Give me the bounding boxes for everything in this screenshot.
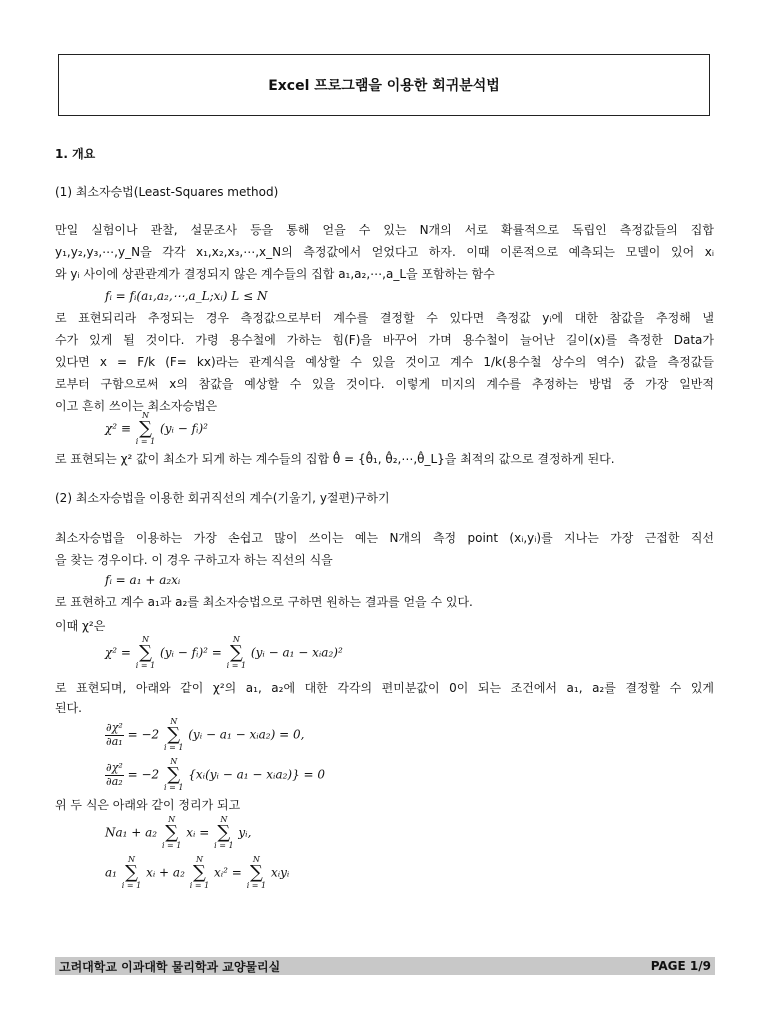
summation-sign: ∑: [139, 642, 152, 663]
summation-upper-limit: N: [195, 855, 203, 864]
paragraph-line: 로부터 구함으로써 x의 참값을 예상할 수 있을 것이다. 이렇게 미지의 계수를 추정하는 방법 중 가장 일반적: [55, 377, 714, 391]
equation-chi-square-line: [105, 636, 343, 670]
summation-upper-limit: N: [128, 855, 136, 864]
equation-tail: (yᵢ − a₁ − xᵢa₂) = 0,: [188, 727, 305, 742]
summation-upper-limit: N: [168, 815, 176, 824]
paragraph-line: 로 표현되리라 추정되는 경우 측정값으로부터 계수를 결정할 수 있다면 측정값 yᵢ에 대한 참값을 추정해 낼: [55, 311, 714, 325]
summation-sign: ∑: [167, 724, 181, 745]
summation-symbol: [190, 856, 209, 890]
summation-sign: ∑: [139, 418, 152, 439]
paragraph-line: 이고 흔히 쓰이는 최소자승법은: [55, 399, 218, 413]
equation-tail: {xᵢ(yᵢ − a₁ − xᵢa₂)} = 0: [188, 767, 326, 782]
equation-term: xᵢ² =: [214, 865, 242, 880]
footer-department: 고려대학교 이과대학 물리학과 교양물리실: [59, 959, 281, 974]
equation-lhs: χ² ≡: [105, 421, 131, 436]
summation-symbol: [162, 816, 181, 850]
paragraph-line: 와 yᵢ 사이에 상관관계가 결정되지 않은 계수들의 집합 a₁,a₂,⋯,a_L을 포함하는 함수: [55, 267, 495, 281]
subsection-heading-2: (2) 최소자승법을 이용한 회귀직선의 계수(기울기, y절편)구하기: [55, 491, 390, 505]
paragraph-line: 된다.: [55, 701, 82, 715]
summation-sign: ∑: [125, 862, 138, 883]
equation-partial-derivative-a2: [105, 758, 325, 792]
page-footer: [55, 957, 715, 975]
fraction-denominator: ∂a₁: [106, 734, 123, 748]
summation-lower-limit: i = 1: [163, 783, 184, 792]
document-title-box: [58, 54, 710, 116]
fraction-denominator: ∂a₂: [106, 774, 123, 788]
paragraph-line: 위 두 식은 아래와 같이 정리가 되고: [55, 798, 241, 812]
equation-term: xᵢ =: [186, 825, 210, 840]
summation-lower-limit: i = 1: [135, 661, 156, 670]
equation-model-function: fᵢ = fᵢ(a₁,a₂,⋯,a_L;xᵢ) L ≤ N: [105, 289, 268, 303]
summation-upper-limit: N: [170, 757, 178, 766]
equation-term: xᵢ + a₂: [146, 865, 185, 880]
summation-sign: ∑: [229, 642, 243, 663]
summation-lower-limit: i = 1: [163, 743, 184, 752]
summation-upper-limit: N: [170, 717, 178, 726]
paragraph-line: y₁,y₂,y₃,⋯,y_N을 각각 x₁,x₂,x₃,⋯,x_N의 측정값에서 얻었다고 하자. 이때 이론적으로 예측되는 모델이 있어 xᵢ: [55, 245, 714, 259]
summation-sign: ∑: [165, 822, 179, 843]
summation-lower-limit: i = 1: [226, 661, 247, 670]
summation-lower-limit: i = 1: [121, 881, 142, 890]
paragraph-line: 있다면 x = F/k (F= kx)라는 관계식을 예상할 수 있을 것이고 계수 1/k(용수철 상수의 역수) 값을 측정값들: [55, 355, 714, 369]
summation-lower-limit: i = 1: [246, 881, 267, 890]
equation-term: yᵢ,: [238, 825, 252, 840]
summation-upper-limit: N: [220, 815, 228, 824]
equation-chi-square-definition: [105, 412, 208, 446]
subsection-heading-1: (1) 최소자승법(Least-Squares method): [55, 185, 279, 199]
summation-symbol: [122, 856, 141, 890]
summation-sign: ∑: [193, 862, 206, 883]
summation-symbol: [247, 856, 266, 890]
equation-coefficient: = −2: [127, 767, 160, 782]
summation-symbol: [164, 758, 183, 792]
summation-lower-limit: i = 1: [189, 881, 210, 890]
footer-page-number: PAGE 1/9: [650, 959, 711, 973]
fraction-numerator: ∂χ²: [106, 761, 123, 775]
summation-upper-limit: N: [142, 411, 149, 420]
summation-lower-limit: i = 1: [214, 841, 234, 850]
summation-upper-limit: N: [232, 635, 240, 644]
summation-sign: ∑: [217, 822, 231, 843]
paragraph-line: 수가 있게 될 것이다. 가령 용수철에 가하는 힘(F)을 바꾸어 가며 용수철이 늘어난 길이(x)를 측정한 Data가: [55, 333, 714, 347]
equation-normal-2: [105, 856, 289, 890]
summation-symbol: [164, 718, 183, 752]
equation-middle: (yᵢ − fᵢ)² =: [160, 645, 222, 660]
equation-term: Na₁ + a₂: [105, 825, 158, 840]
fraction-numerator: ∂χ²: [106, 721, 123, 735]
summation-sign: ∑: [167, 764, 181, 785]
summation-symbol: [136, 636, 155, 670]
summation-symbol: [136, 412, 155, 446]
paragraph-line: 로 표현하고 계수 a₁과 a₂를 최소자승법으로 구하면 원하는 결과를 얻을 수 있다.: [55, 595, 473, 609]
summation-symbol: [214, 816, 233, 850]
paragraph-line: 을 찾는 경우이다. 이 경우 구하고자 하는 직선의 식을: [55, 553, 333, 567]
section-heading: 1. 개요: [55, 147, 96, 161]
equation-term: a₁: [105, 865, 117, 880]
summation-lower-limit: i = 1: [161, 841, 182, 850]
fraction: [105, 722, 124, 747]
document-title: Excel 프로그램을 이용한 회귀분석법: [268, 78, 500, 94]
summation-symbol: [227, 636, 246, 670]
fraction: [105, 762, 124, 787]
paragraph-line: 이때 χ²은: [55, 619, 106, 633]
summation-lower-limit: i = 1: [135, 437, 156, 446]
equation-coefficient: = −2: [127, 727, 160, 742]
equation-normal-1: [105, 816, 251, 850]
summation-upper-limit: N: [142, 635, 149, 644]
equation-line-model: fᵢ = a₁ + a₂xᵢ: [105, 573, 181, 587]
summation-upper-limit: N: [252, 855, 260, 864]
equation-term: xᵢyᵢ: [270, 865, 290, 880]
equation-partial-derivative-a1: [105, 718, 304, 752]
paragraph-line: 로 표현되는 χ² 값이 최소가 되게 하는 계수들의 집합 θ̂ = {θ̂₁, θ̂₂,⋯,θ̂_L}을 최적의 값으로 결정하게 된다.: [55, 452, 615, 466]
paragraph-line: 만일 실험이나 관찰, 설문조사 등을 통해 얻을 수 있는 N개의 서로 확률적으로 독립인 측정값들의 집합: [55, 223, 714, 237]
equation-rhs: (yᵢ − a₁ − xᵢa₂)²: [250, 645, 343, 660]
summation-sign: ∑: [249, 862, 263, 883]
equation-rhs: (yᵢ − fᵢ)²: [160, 421, 208, 436]
equation-lhs: χ² =: [105, 645, 131, 660]
paragraph-line: 최소자승법을 이용하는 가장 손쉽고 많이 쓰이는 예는 N개의 측정 point (xᵢ,yᵢ)를 지나는 가장 근접한 직선: [55, 531, 714, 545]
paragraph-line: 로 표현되며, 아래와 같이 χ²의 a₁, a₂에 대한 각각의 편미분값이 0이 되는 조건에서 a₁, a₂를 결정할 수 있게: [55, 681, 714, 695]
